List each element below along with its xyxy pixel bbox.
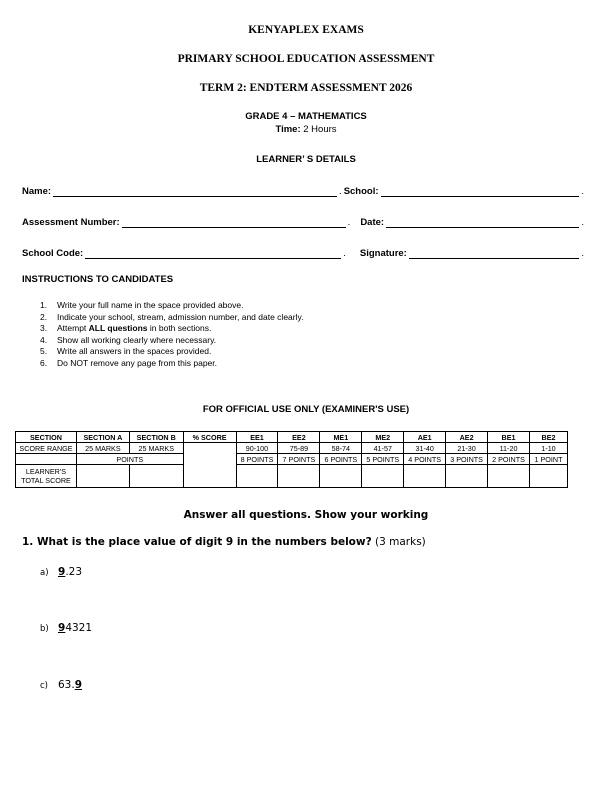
school-code-field[interactable]	[85, 249, 341, 259]
table-cell: 75-89	[278, 443, 320, 454]
part-label: c)	[40, 681, 48, 691]
instructions-title: INSTRUCTIONS TO CANDIDATES	[22, 274, 174, 285]
learner-total-label	[16, 465, 77, 488]
be1-score[interactable]	[488, 465, 530, 488]
table-cell: BE1	[488, 432, 530, 443]
table-cell: % SCORE	[183, 432, 236, 443]
table-cell: POINTS	[76, 454, 183, 465]
score-table	[15, 431, 568, 488]
instruction-item	[40, 312, 303, 324]
separator-dot: .	[581, 248, 584, 259]
table-cell: SECTION	[16, 432, 77, 443]
underlined-digit: 9	[74, 679, 83, 691]
item-text: Attempt	[57, 323, 89, 334]
assessment-number-label: Assessment Number:	[22, 217, 120, 228]
table-cell: 25 MARKS	[76, 443, 129, 454]
question-1	[22, 536, 426, 548]
table-cell: SECTION A	[76, 432, 129, 443]
org-title: KENYAPLEX EXAMS	[248, 24, 364, 36]
table-cell: 58-74	[320, 443, 362, 454]
separator-dot: .	[347, 217, 351, 228]
item-number: 4.	[40, 334, 48, 345]
number-suffix: .23	[65, 566, 83, 578]
table-row	[16, 443, 568, 454]
signature-field[interactable]	[409, 249, 580, 259]
date-label: Date:	[360, 217, 385, 228]
question-marks: (3 marks)	[371, 536, 426, 548]
instructions-list	[40, 300, 303, 370]
item-emphasis: ALL questions	[88, 323, 148, 334]
section-b-score[interactable]	[129, 465, 183, 488]
table-cell: 2 POINTS	[488, 454, 530, 465]
time-label: Time:	[275, 124, 301, 135]
table-cell: SCORE RANGE	[16, 443, 77, 454]
percent-score-cell[interactable]	[183, 443, 236, 488]
table-cell: 25 MARKS	[129, 443, 183, 454]
item-number: 2.	[40, 311, 48, 322]
underlined-digit: 9	[58, 566, 66, 578]
item-text: Write all answers in the spaces provided.	[57, 346, 212, 357]
me1-score[interactable]	[320, 465, 362, 488]
table-cell: BE2	[529, 432, 567, 443]
total-label-line: LEARNER'S	[25, 467, 67, 476]
table-cell: 1 POINT	[529, 454, 567, 465]
table-cell: 3 POINTS	[446, 454, 488, 465]
time-value: 2 Hours	[300, 124, 337, 135]
assessment-title: PRIMARY SCHOOL EDUCATION ASSESSMENT	[177, 53, 435, 65]
question-part-a	[40, 566, 82, 578]
table-cell: AE1	[404, 432, 446, 443]
question-part-b	[40, 622, 92, 634]
school-code-label: School Code:	[22, 248, 84, 259]
table-cell: EE1	[236, 432, 278, 443]
table-cell: 11-20	[488, 443, 530, 454]
instruction-item	[40, 358, 303, 370]
table-cell: 1-10	[529, 443, 567, 454]
table-cell: 21-30	[446, 443, 488, 454]
item-text: in both sections.	[147, 323, 212, 334]
separator-dot: .	[581, 186, 584, 197]
item-number: 5.	[40, 346, 48, 357]
assessment-number-field[interactable]	[122, 218, 346, 228]
instruction-item	[40, 335, 303, 347]
question-part-c	[40, 679, 82, 691]
code-signature-row	[22, 248, 584, 259]
school-field[interactable]	[381, 187, 580, 197]
assessment-date-row	[22, 217, 584, 228]
item-text: Show all working clearly where necessary.	[57, 334, 217, 345]
instruction-item	[40, 323, 303, 335]
exam-time	[0, 124, 612, 135]
table-cell: 7 POINTS	[278, 454, 320, 465]
table-cell: 31-40	[404, 443, 446, 454]
item-text: Do NOT remove any page from this paper.	[57, 357, 218, 368]
number-suffix: 4321	[65, 622, 93, 634]
item-text: Write your full name in the space provided above.	[57, 300, 244, 310]
separator-dot: .	[339, 186, 342, 197]
table-cell: 41-57	[362, 443, 404, 454]
name-field[interactable]	[53, 187, 337, 197]
ae2-score[interactable]	[446, 465, 488, 488]
ae1-score[interactable]	[404, 465, 446, 488]
term-title: TERM 2: ENDTERM ASSESSMENT 2026	[199, 82, 413, 94]
section-a-score[interactable]	[76, 465, 129, 488]
table-cell: EE2	[278, 432, 320, 443]
item-number: 3.	[40, 323, 48, 334]
item-text: Indicate your school, stream, admission number, and date clearly.	[57, 311, 304, 322]
table-cell: 8 POINTS	[236, 454, 278, 465]
table-cell: 4 POINTS	[404, 454, 446, 465]
table-row	[16, 432, 568, 443]
question-text: 1. What is the place value of digit 9 in the numbers below?	[22, 536, 372, 548]
school-label: School:	[343, 186, 379, 197]
part-label: b)	[40, 624, 49, 634]
table-cell: 90-100	[236, 443, 278, 454]
number-prefix: 63.	[58, 679, 75, 691]
table-row	[16, 454, 568, 465]
ee2-score[interactable]	[278, 465, 320, 488]
underlined-digit: 9	[58, 622, 66, 634]
table-cell	[16, 454, 77, 465]
instruction-item	[40, 300, 303, 312]
date-field[interactable]	[386, 218, 579, 228]
signature-label: Signature:	[359, 248, 407, 259]
table-cell: ME1	[320, 432, 362, 443]
name-label: Name:	[22, 186, 52, 197]
instruction-item	[40, 346, 303, 358]
item-number: 6.	[40, 357, 48, 368]
table-cell: SECTION B	[129, 432, 183, 443]
separator-dot: .	[581, 217, 584, 228]
learner-details-title: LEARNER’ S DETAILS	[256, 154, 356, 165]
grade-subject: GRADE 4 – MATHEMATICS	[245, 111, 367, 122]
answer-instruction: Answer all questions. Show your working	[183, 509, 429, 521]
table-cell: AE2	[446, 432, 488, 443]
name-school-row	[22, 186, 584, 197]
item-number: 1.	[40, 300, 48, 310]
official-use-title: FOR OFFICIAL USE ONLY (EXAMINER'S USE)	[202, 404, 410, 415]
separator-dot: .	[343, 248, 346, 259]
table-cell: 6 POINTS	[320, 454, 362, 465]
table-cell: 5 POINTS	[362, 454, 404, 465]
part-label: a)	[40, 568, 49, 578]
table-cell: ME2	[362, 432, 404, 443]
total-label-line: TOTAL SCORE	[21, 476, 71, 485]
be2-score[interactable]	[529, 465, 567, 488]
me2-score[interactable]	[362, 465, 404, 488]
ee1-score[interactable]	[236, 465, 278, 488]
table-row	[16, 465, 568, 488]
